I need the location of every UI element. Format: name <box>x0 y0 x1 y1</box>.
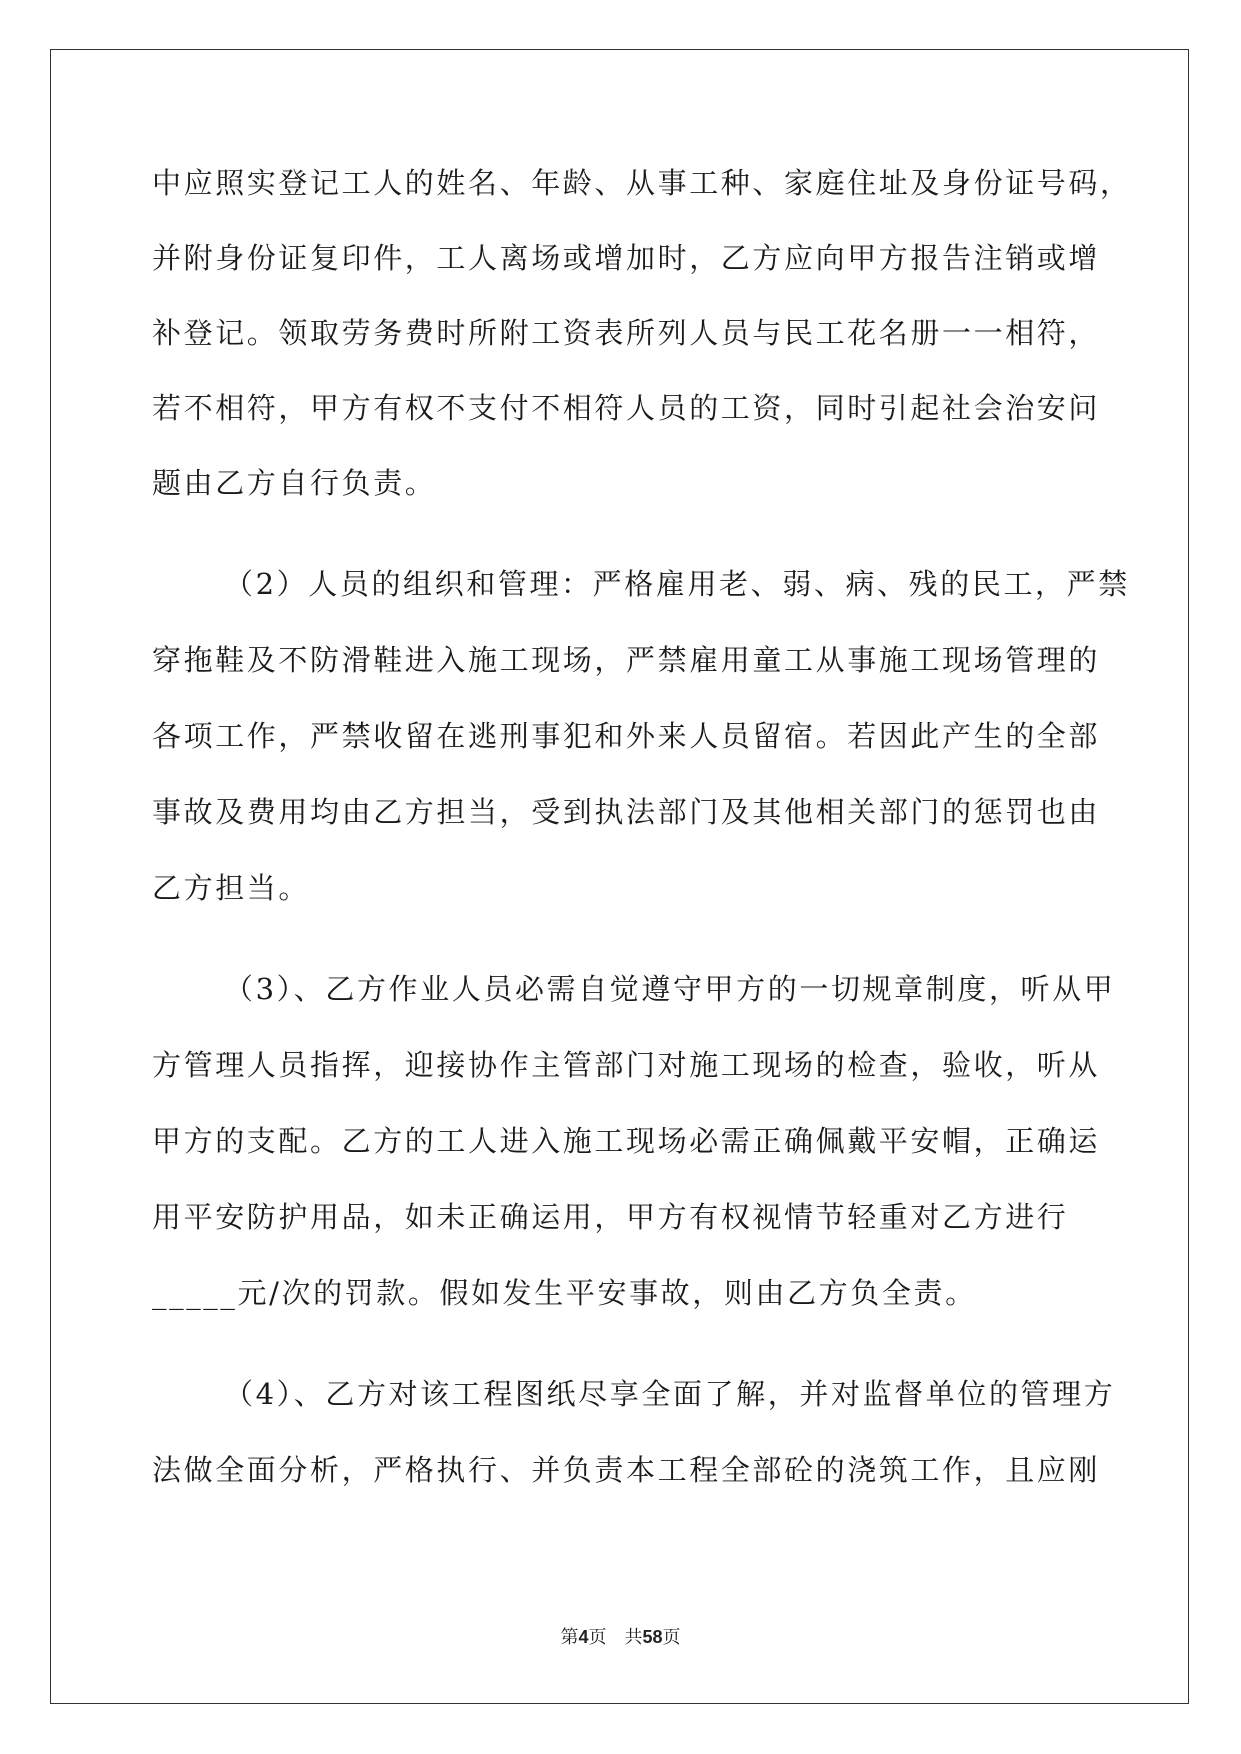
text-line: 方管理人员指挥，迎接协作主管部门对施工现场的检查，验收，听从 <box>152 1048 1101 1082</box>
page-footer <box>0 1625 1241 1650</box>
footer-page-unit: 页 <box>588 1627 607 1648</box>
text-line: 事故及费用均由乙方担当，受到执法部门及其他相关部门的惩罚也由 <box>152 795 1101 829</box>
text-line: 中应照实登记工人的姓名、年龄、从事工种、家庭住址及身份证号码， <box>152 166 1132 200</box>
text-line: 题由乙方自行负责。 <box>152 466 437 500</box>
current-page-number: 4 <box>578 1627 589 1647</box>
text-line: （4）、乙方对该工程图纸尽享全面了解，并对监督单位的管理方 <box>224 1377 1116 1411</box>
text-line: 各项工作，严禁收留在逃刑事犯和外来人员留宿。若因此产生的全部 <box>152 719 1101 753</box>
text-line: （3）、乙方作业人员必需自觉遵守甲方的一切规章制度，听从甲 <box>224 972 1116 1006</box>
text-line: 穿拖鞋及不防滑鞋进入施工现场，严禁雇用童工从事施工现场管理的 <box>152 643 1101 677</box>
text-line: 并附身份证复印件，工人离场或增加时，乙方应向甲方报告注销或增 <box>152 241 1101 275</box>
footer-total-unit: 页 <box>662 1627 681 1648</box>
footer-prefix: 第 <box>560 1627 579 1648</box>
text-line: （2）人员的组织和管理：严格雇用老、弱、病、残的民工，严禁 <box>224 567 1130 601</box>
text-line: 用平安防护用品，如未正确运用，甲方有权视情节轻重对乙方进行 <box>152 1200 1069 1234</box>
total-pages-number: 58 <box>642 1627 663 1647</box>
text-line: 法做全面分析，严格执行、并负责本工程全部砼的浇筑工作，且应刚 <box>152 1453 1101 1487</box>
text-line: _____元/次的罚款。假如发生平安事故，则由乙方负全责。 <box>152 1276 977 1310</box>
text-line: 若不相符，甲方有权不支付不相符人员的工资，同时引起社会治安问 <box>152 391 1101 425</box>
text-line: 乙方担当。 <box>152 871 311 905</box>
footer-total-prefix: 共 <box>624 1627 643 1648</box>
text-line: 甲方的支配。乙方的工人进入施工现场必需正确佩戴平安帽，正确运 <box>152 1124 1101 1158</box>
text-line: 补登记。领取劳务费时所附工资表所列人员与民工花名册一一相符， <box>152 316 1101 350</box>
